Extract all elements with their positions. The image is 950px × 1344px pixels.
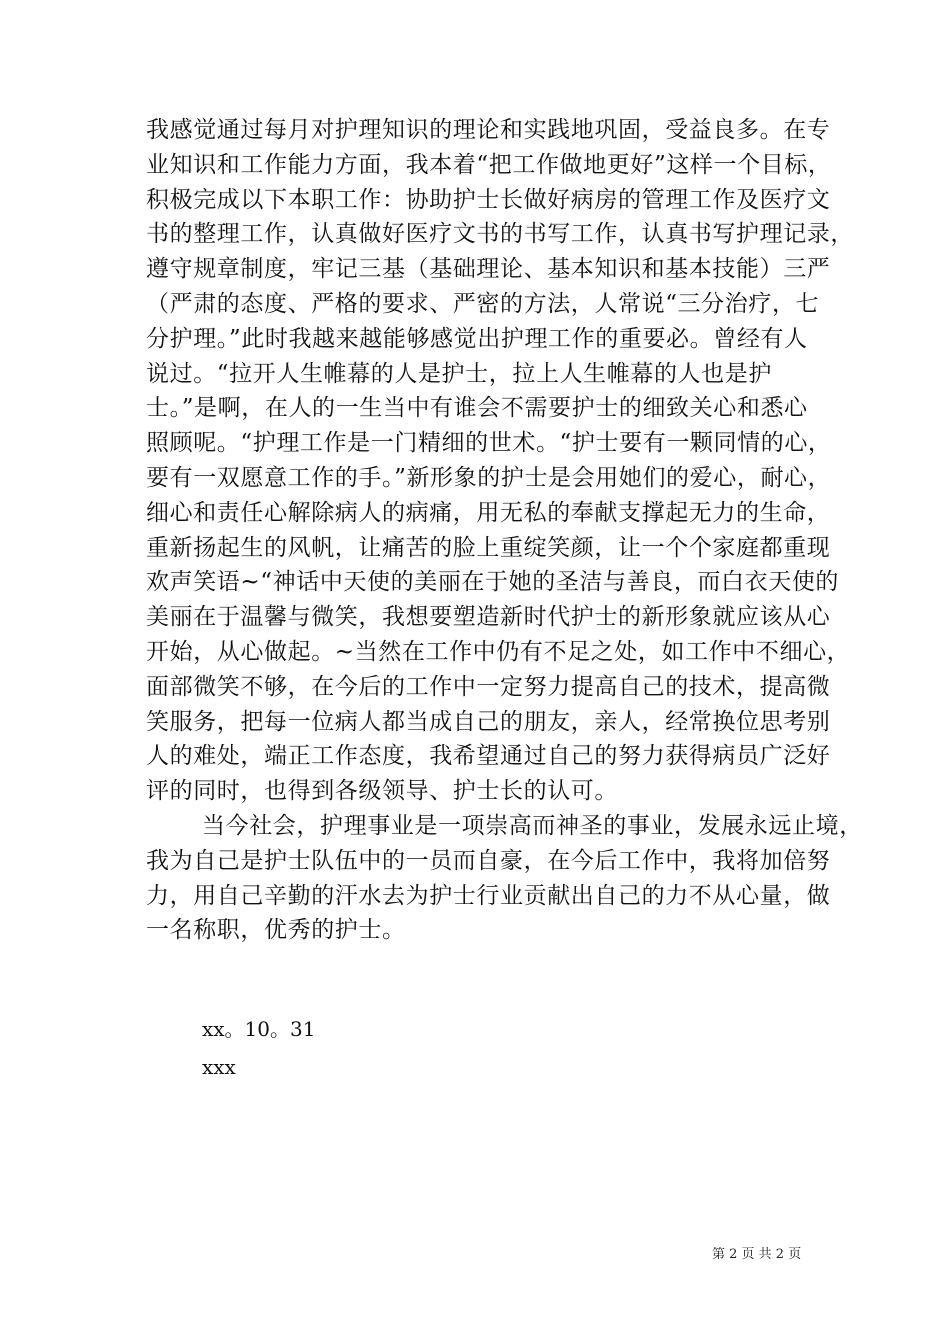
text-line: 细心和责任心解除病人的病痛，用无私的奉献支撑起无力的生命， (146, 499, 831, 526)
document-body (146, 113, 863, 948)
text-line: 一名称职，优秀的护士。 (146, 917, 406, 944)
text-line: 面部微笑不够，在今后的工作中一定努力提高自己的技术，提高微 (146, 673, 831, 700)
page-footer: 第 2 页 共 2 页 (712, 1247, 802, 1262)
text-line: 说过。“拉开人生帷幕的人是护士，拉上人生帷幕的人也是护 (146, 360, 772, 387)
text-line: 美丽在于温馨与微笑，我想要塑造新时代护士的新形象就应该从心 (146, 604, 831, 631)
document-signature: xxx (202, 1055, 236, 1079)
text-line: 力，用自己辛勤的汗水去为护士行业贡献出自己的力不从心量，做 (146, 882, 831, 909)
text-line: 业知识和工作能力方面，我本着“把工作做地更好”这样一个目标， (146, 151, 832, 178)
paragraph-start-line: 当今社会，护理事业是一项崇高而神圣的事业，发展永远止境， (202, 812, 863, 839)
text-line: 重新扬起生的风帆，让痛苦的脸上重绽笑颜，让一个个家庭都重现 (146, 534, 831, 561)
text-line: （严肃的态度、严格的要求、严密的方法，人常说“三分治疗，七 (146, 290, 820, 317)
text-line: 积极完成以下本职工作：协助护士长做好病房的管理工作及医疗文 (146, 186, 831, 213)
text-line: 士。”是啊，在人的一生当中有谁会不需要护士的细致关心和悉心 (146, 395, 808, 422)
text-line: 笑服务，把每一位病人都当成自己的朋友，亲人，经常换位思考别 (146, 708, 831, 735)
text-line: 开始，从心做起。~当然在工作中仍有不足之处，如工作中不细心， (146, 638, 851, 665)
text-line: 我为自己是护士队伍中的一员而自豪，在今后工作中，我将加倍努 (146, 847, 831, 874)
text-line: 照顾呢。“护理工作是一门精细的世术。“护士要有一颗同情的心， (146, 430, 832, 457)
text-line: 欢声笑语~“神话中天使的美丽在于她的圣洁与善良，而白衣天使的 (146, 569, 840, 596)
text-line: 评的同时，也得到各级领导、护士长的认可。 (146, 778, 618, 805)
text-line: 人的难处，端正工作态度，我希望通过自己的努力获得病员广泛好 (146, 743, 831, 770)
text-line: 要有一双愿意工作的手。”新形象的护士是会用她们的爱心，耐心， (146, 464, 832, 491)
document-date: xx。10。31 (202, 1017, 316, 1041)
text-line: 分护理。”此时我越来越能够感觉出护理工作的重要必。曾经有人 (146, 325, 808, 352)
text-line: 我感觉通过每月对护理知识的理论和实践地巩固，受益良多。在专 (146, 117, 831, 143)
text-line: 遵守规章制度，牢记三基（基础理论、基本知识和基本技能）三严 (146, 256, 831, 283)
text-line: 书的整理工作，认真做好医疗文书的书写工作，认真书写护理记录， (146, 221, 854, 248)
